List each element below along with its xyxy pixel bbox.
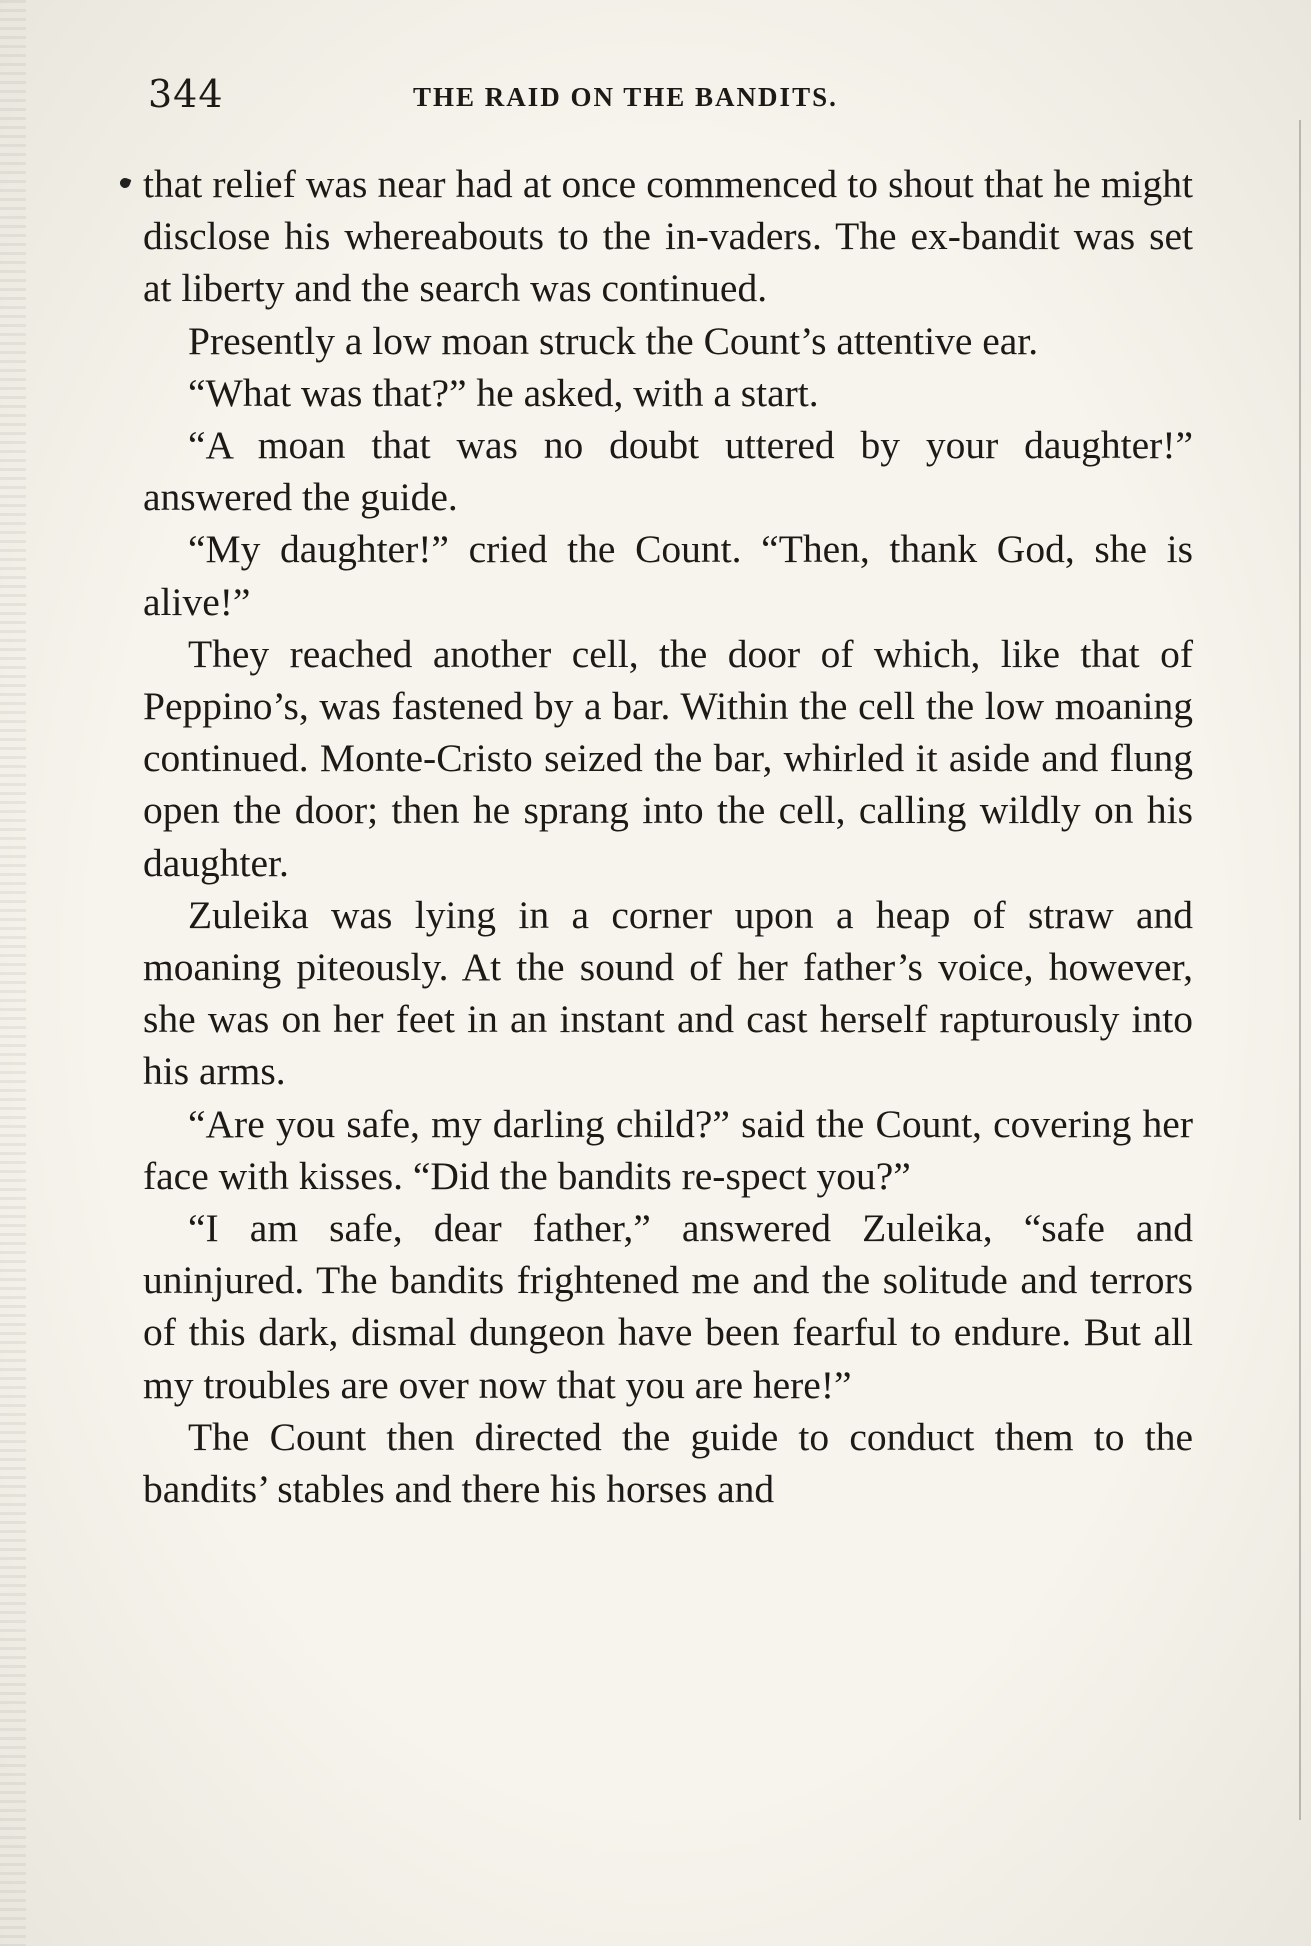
paragraph: “My daughter!” cried the Count. “Then, thank God, she is alive!” — [143, 527, 1193, 624]
body-text — [143, 158, 1193, 1515]
page-edge-shadow — [0, 0, 26, 1946]
ink-mark-icon — [119, 177, 132, 190]
paragraph: Zuleika was lying in a corner upon a heap of straw and moaning piteously. At the sound of her father’s voice, however, she was on her feet in an instant and cast herself rapturously into his arms. — [143, 892, 1193, 1094]
paragraph: Presently a low moan struck the Count’s attentive ear. — [188, 318, 1039, 363]
paragraph: “A moan that was no doubt uttered by your daughter!” answered the guide. — [143, 423, 1193, 520]
page-number: 344 — [148, 72, 224, 116]
paragraph: that relief was near had at once commenced to shout that he might disclose his whereabouts to the in-vaders. The ex-bandit was set at liberty and the search was continued. — [143, 162, 1193, 311]
paragraph: “What was that?” he asked, with a start. — [188, 370, 819, 415]
page-margin-rule — [1299, 120, 1301, 1820]
page-header — [148, 72, 1188, 132]
paragraph: They reached another cell, the door of which, like that of Peppino’s, was fastened by a bar. Within the cell the low moaning continued. Monte-Cristo seized the bar, whirled it aside and flung open the door; then he sprang into the cell, calling wildly on his daughter. — [143, 631, 1193, 885]
paragraph: The Count then directed the guide to conduct them to the bandits’ stables and there his horses and — [143, 1414, 1193, 1512]
running-title: THE RAID ON THE BANDITS. — [413, 82, 838, 112]
paragraph: “Are you safe, my darling child?” said the Count, covering her face with kisses. “Did the bandits re-spect you?” — [143, 1101, 1193, 1198]
paragraph: “I am safe, dear father,” answered Zuleika, “safe and uninjured. The bandits frightened me and the solitude and terrors of this dark, dismal dungeon have been fearful to endure. But all my troubles are over now that you are here!” — [143, 1206, 1193, 1407]
